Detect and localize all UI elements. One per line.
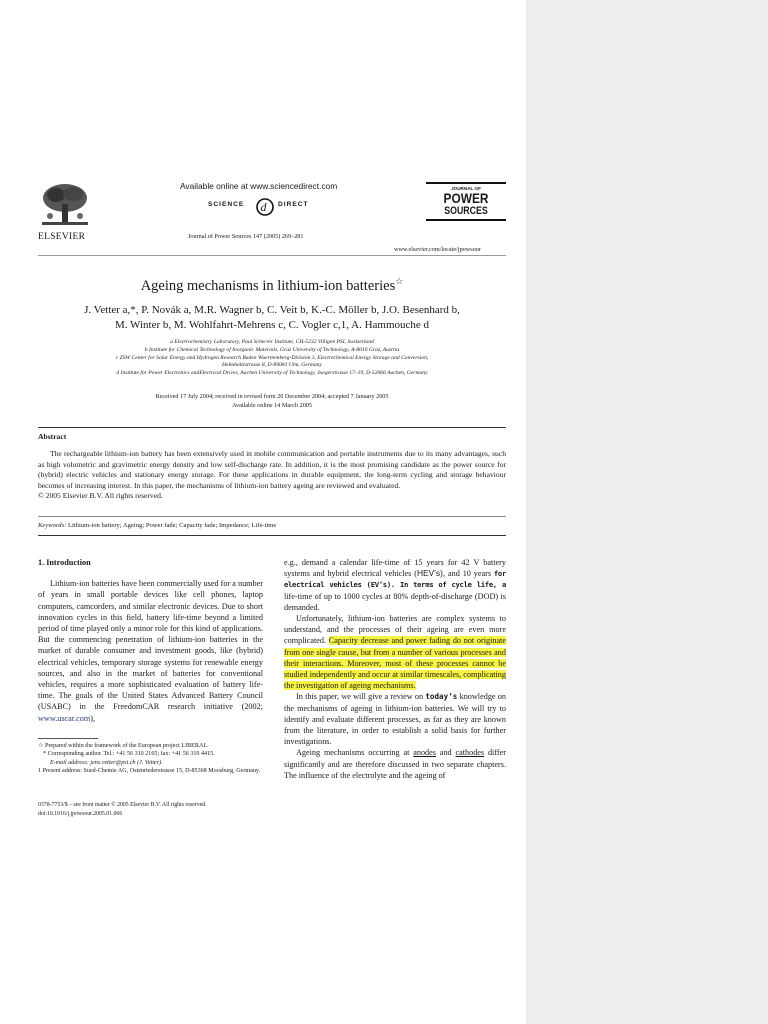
- publisher-name: ELSEVIER: [38, 232, 86, 242]
- journal-citation: Journal of Power Sources 147 (2005) 269–281: [188, 233, 304, 240]
- elsevier-tree-logo-icon: [38, 182, 92, 228]
- svg-text:d: d: [260, 200, 267, 214]
- p1-text-b: and 10 years: [445, 569, 492, 579]
- journal-url: www.elsevier.com/locate/jpowsour: [394, 246, 481, 253]
- footnote-project: ☆ Prepared within the framework of the European project LIBERAL.: [38, 743, 209, 749]
- doi-line: doi:10.1016/j.jpowsour.2005.01.006: [38, 811, 123, 818]
- footnote-present-address: 1 Present address: Sued-Chemie AG, Ostenriederstrasse 15, D-85368 Moosburg, Germany.: [38, 768, 261, 775]
- keywords: [38, 521, 506, 532]
- keywords-label: Keywords:: [38, 522, 67, 529]
- footnote-corresponding: * Corresponding author. Tel.: +41 56 310 2165; fax: +41 56 310 4415.: [43, 751, 215, 758]
- header-rule: [38, 255, 506, 256]
- right-paragraph-3: [284, 691, 506, 747]
- footnotes: [38, 742, 263, 776]
- science-direct-logo: [208, 194, 338, 218]
- today-term: today’s: [425, 692, 458, 702]
- p4-text-c: differ significantly and are therefore discussed in two separate chapters. The influence of the electrolyte and the ageing of: [284, 748, 506, 780]
- abstract-bottom-rule: [38, 535, 506, 536]
- affiliation-a: a Electrochemistry Laboratory, Paul Scherrer Institute, CH-5232 Villigen PSI, Switzerland: [170, 339, 374, 345]
- footnote-email: E-mail address: jens.vetter@psi.ch (J. Vetter).: [50, 759, 163, 766]
- p3-text-a: In this paper, we will give a review on: [296, 692, 426, 702]
- science-direct-right: DIRECT: [278, 201, 309, 208]
- cathodes-term: cathodes: [455, 748, 485, 758]
- affiliations: [38, 339, 506, 378]
- abstract-heading: Abstract: [38, 432, 67, 441]
- science-direct-logo-icon: [254, 194, 276, 218]
- author-list: [38, 303, 506, 333]
- power-sources-logo: [426, 182, 506, 234]
- elsevier-logo: [38, 182, 92, 240]
- right-paragraph-4: [284, 747, 506, 781]
- paper-title-text: Ageing mechanisms in lithium-ion batteries: [140, 277, 396, 294]
- affiliation-c-address: Helmholtzstrasse 8, D-89081 Ulm, Germany: [221, 362, 323, 369]
- available-online-date: Available online 14 March 2005: [232, 401, 312, 409]
- p1-text-c: life-time of up to 1000 cycles at 80% depth-of-discharge (DOD) is demanded.: [284, 591, 506, 612]
- abstract-text: The rechargeable lithium-ion battery has been extensively used in mobile communication and portable instruments due to its many advantages, such as high volumetric and gravimetric energy density and low self-discharge rate. In addition, it is the most promising candidate as the power source for (hybrid) electric vehicles and stationary energy storage. For these applications in durable equipment, the long-term cycling and storage behaviour becomes of increasing interest. In this paper, the mechanisms of lithium-ion battery ageing are reviewed and evaluated.: [38, 449, 506, 490]
- footnote-rule: [38, 738, 98, 739]
- p4-text-b: and: [435, 748, 456, 758]
- intro-paragraph-end: ),: [90, 713, 95, 723]
- author-line-2: M. Winter b, M. Wohlfahrt-Mehrens c, C. Vogler c,1, A. Hammouche d: [114, 319, 430, 331]
- p3-text-b: knowledge on the mechanisms of ageing in lithium-ion batteries. We will try to identify and evaluate different processes, as far as they are known from the literature, in order to establish a solid basis for further investigations.: [284, 692, 506, 747]
- p1-text-a: e.g., demand a calendar life-time of 15 years for 42 V battery systems and hybrid electrical vehicles (: [284, 558, 506, 579]
- article-dates: [38, 393, 506, 410]
- right-paragraph-2: [284, 613, 506, 691]
- left-column: [38, 557, 263, 724]
- right-paragraph-1: [284, 557, 506, 613]
- journal-logo-line2: POWER: [443, 190, 489, 206]
- abstract-mid-rule: [38, 516, 506, 517]
- abstract-top-rule: [38, 427, 506, 428]
- journal-logo-line3: SOURCES: [444, 205, 488, 217]
- right-column: [284, 557, 506, 781]
- uscar-link[interactable]: www.uscar.com: [38, 713, 91, 723]
- anodes-term: anodes: [413, 748, 436, 758]
- available-online: Available online at www.sciencedirect.com: [180, 181, 338, 191]
- science-direct-left: SCIENCE: [208, 201, 245, 208]
- keywords-text: Lithium-ion battery; Ageing; Power fade; Capacity fade; Impedance; Life-time: [67, 522, 277, 529]
- p2-highlighted-text: Capacity decrease and power fading do not originate from one single cause, but from a number of various processes and their interactions. Moreover, most of these processes cannot be studied independently and occur at similar timescales, complicating the investigation of ageing mechanisms.: [284, 636, 506, 691]
- received-dates: Received 17 July 2004; received in revised form 20 December 2004; accepted 7 January 2005: [155, 393, 389, 400]
- intro-paragraph-text: Lithium-ion batteries have been commercially used for a number of years in small portable devices like cell phones, laptop computers, camcorders, and similar electronic devices. Due to short innovation cycles in this field, battery life-time beyond a limited period of time played only a minor role for this kind of applications. But the commencing penetration of lithium-ion batteries in the market of durable consumer and investment goods, like (hybrid) electrical vehicles, temporary storage systems for renewable energy sources, and also in the market of batteries for conventional vehicles, requires a more sophisticated evaluation of battery life-time. The goals of the United States Advanced Battery Council (USABC) in the FreedomCAR research initiative (2002;: [38, 579, 263, 712]
- abstract-copyright: © 2005 Elsevier B.V. All rights reserved.: [38, 491, 163, 501]
- p1-heavy-text: for electrical vehicles (EV’s). In terms of cycle life, a: [284, 569, 506, 590]
- right-margin-panel: [526, 0, 768, 1024]
- p4-text-a: Ageing mechanisms occurring at: [296, 748, 414, 758]
- journal-logo-line1: JOURNAL OF: [451, 186, 481, 191]
- section-heading-introduction: 1. Introduction: [38, 558, 91, 567]
- affiliation-b: b Institute for Chemical Technology of Inorganic Materials, Graz University of Technology, A-8010 Graz, Austria: [144, 346, 400, 353]
- abstract-section: [38, 432, 506, 502]
- affiliation-c: c ZSW Center for Solar Energy and Hydrogen Research Baden Wuerttemberg-Division 3, Electrochemical Energy Storage and Conversion,: [115, 354, 429, 361]
- paper-title: [38, 276, 506, 295]
- author-line-1: J. Vetter a,*, P. Novák a, M.R. Wagner b, C. Veit b, K.-C. Möller b, J.O. Besenhard b,: [84, 304, 460, 316]
- title-footnote-mark: ☆: [395, 276, 404, 286]
- intro-paragraph: [38, 578, 263, 724]
- issn-doi: [38, 801, 278, 820]
- affiliation-d: d Institute for Power Electronics andElectrical Drives, Aachen University of Technology, Jaegerstrasse 17–19, D-52066 Aachen, Germany: [116, 370, 428, 377]
- p2-text-a: Unfortunately, lithium-ion batteries are complex systems to understand, and the processes of their ageing are even more complicated.: [284, 614, 506, 646]
- issn-line: 0378-7753/$ – see front matter © 2005 Elsevier B.V. All rights reserved.: [38, 802, 207, 808]
- hev-term: HEV’s),: [416, 568, 446, 579]
